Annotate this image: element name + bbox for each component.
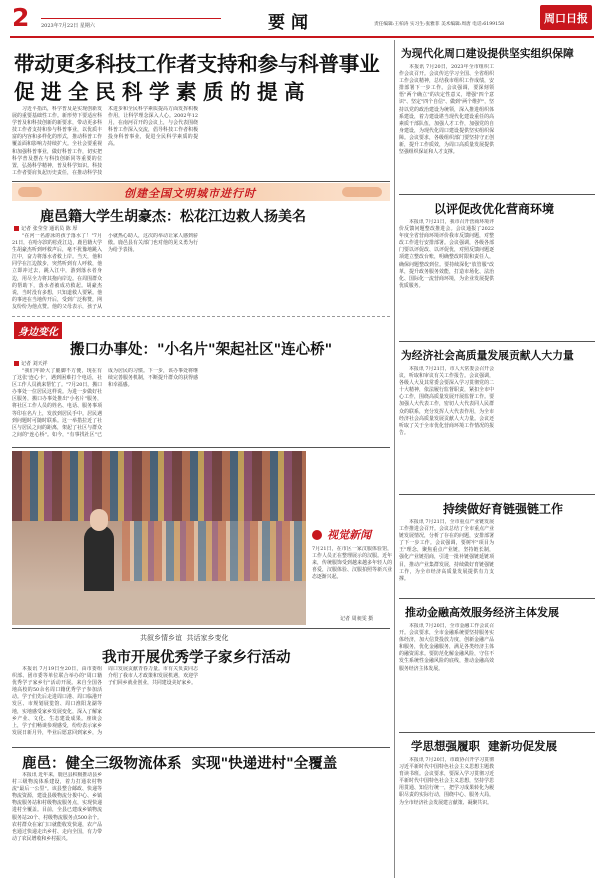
volunteer-bottom-rule	[12, 747, 390, 748]
right4-body	[399, 519, 595, 595]
lead-story-text: 习近平指出，科学普及是实现创新发展的重要基础性工作。新形势下要适应科学普及和科技创新的新要求，带动更多科技工作者支持和参与科普事业，以优质丰富的内容和多样化的形式，推动科普工作覆盖面和影响力持续扩大。全社会要重视和加强科普事业，做好科普工作，切实把科学普及摆在与科技创新同等重要的位置，弘扬科学精神，普及科学知识。科技工作者要肩负起历史责任，在推动科学技术进步和全民科学素质提高方面发挥积极作用，让科学理念深入人心。2002年12月，在南河召开的会议上，与会代表围绕科普工作深入交流，倡导科技工作者积极投身科普事业，促进全民科学素质的提高。	[12, 106, 198, 176]
hero-divider	[12, 316, 390, 317]
luyi-title: 鹿邑：健全三级物流体系 实现"快递进村"全覆盖	[22, 756, 338, 772]
visual-news-label: 视觉新闻	[312, 524, 388, 542]
right2-body	[399, 219, 595, 337]
volunteer-title: 我市开展优秀学子家乡行活动	[102, 650, 291, 666]
byline-icon	[14, 226, 19, 231]
column-divider	[394, 40, 395, 878]
visual-news-icon	[312, 530, 322, 540]
right6-text: 本报讯 7月20日，市政协召开学习贯彻习近平新时代中国特色社会主义思想主题教育读书班。会议要求，要深入学习贯彻习近平新时代中国特色社会主义思想，坚持学思用贯通、知信行统一，把学习成果转化为履职尽责的实际行动，围绕中心、服务大局，为全市经济社会发展建言献策、凝聚共识。	[399, 757, 494, 806]
staff-face	[90, 509, 108, 531]
visual-news-credit: 记者 周昶雯 摄	[340, 616, 374, 622]
right2-rule	[399, 341, 595, 342]
lead-title-2: 促进全民科学素质的提高	[14, 80, 311, 104]
visual-news-photo	[12, 451, 306, 625]
newspaper-logo: 周口日报	[540, 5, 592, 30]
hero-title: 鹿邑籍大学生胡豪杰：松花江边救人扬美名	[40, 209, 306, 225]
banner-deco-left	[18, 187, 42, 197]
right5-title: 推动金融高效服务经济主体发展	[405, 606, 559, 619]
lantern-row	[12, 451, 306, 521]
visual-bottom-rule	[12, 628, 390, 629]
masthead-rule	[10, 36, 594, 38]
hero-byline: 记者 张莹莹 通讯员 陈 厚	[14, 225, 77, 232]
masthead-editors: 责任编辑:王柏涛 实习生:张雅菲 美术编辑:周唐 电话:6199158	[374, 22, 505, 27]
hero-body	[12, 233, 390, 313]
section-name: 要闻	[268, 13, 314, 33]
visual-news-caption-box	[312, 546, 392, 612]
banner-deco-right	[342, 187, 382, 197]
wenming-banner-text: 创建全国文明城市进行时	[124, 187, 256, 200]
change-title: 搬口办事处："小名片"架起社区"连心桥"	[70, 342, 333, 358]
display-shelf	[122, 521, 306, 581]
right3-rule	[399, 494, 595, 495]
byline-icon	[14, 361, 19, 366]
right1-text: 本报讯 7月20日，2023年全市组织工作会议召开。会议传达学习全国、全省组织工作会议精神，总结我市组织工作成绩，安排部署下一步工作。会议强调，要深刻领悟"两个确立"的决定性意义，增强"四个意识"、坚定"四个自信"、做到"两个维护"，坚持以党的政治建设为统领，深入推进组织体系建设，着力建设堪当现代化建设重任的高素质干部队伍，加强人才工作，加强党的自身建设，为现代化周口建设提供坚实组织保障。会议要求，各级组织部门要坚持守正创新，提升工作质效，为周口高质量发展提供坚强组织保证和人才支撑。	[399, 64, 494, 156]
masthead-date: 2023年7月22日 星期六	[41, 23, 95, 29]
change-text: "我们年龄大了腿脚不方便，现在有了这张'连心卡'，遇到困难打个电话，社区工作人员就来帮忙了。"7月20日，搬口办事处一位居民这样说。为进一步做好社区服务，搬口办事处推出"小名片"服务，将社区工作人员的姓名、电话、服务事项等印在名片上，发放到居民手中。居民遇到问题时可随时联系。这一举措拉近了社区与居民之间的距离，架起了社区与群众之间的"连心桥"。如今，"有事找社区"已成为居民的习惯。下一步，该办事处将继续完善服务机制，不断提升群众的获得感和幸福感。	[12, 368, 198, 438]
hero-text: "在河一名游泳的孩子落水了！"7月21日，在哈尔滨的松花江边，鹿邑籍大学生胡豪杰听到呼救声后，毫不犹豫地跳入江中，奋力将落水者救上岸。当天，他和同学在江边散步，突然听到有人呼救，他立即冲过去，跳入江中，游到落水者身边，用尽全力将其拖向岸边。在周围群众的帮助下，落水者被成功救起。胡豪杰说，当时没有多想，只知道救人要紧。他的事迹在当地传开后，受到广泛称赞，网友纷纷为他点赞。他的父母表示，孩子从小就热心助人，这次的举动让家人感到骄傲。鹿邑县有关部门也对他的见义勇为行为给予表扬。	[12, 233, 198, 310]
right1-body	[399, 64, 595, 190]
lead-bottom-rule	[12, 181, 390, 182]
right6-title: 学思想强履职 建新功促发展	[411, 739, 558, 753]
volunteer-kicker: 共叙乡情乡谊 共话家乡变化	[140, 634, 229, 642]
luyi-text: 本报讯 近年来，鹿邑县积极推动县乡村三级物流体系建设，着力打通农村物流"最后一公里"。该县整合邮政、快递等物流资源，建设县级物流分拨中心、乡镇物流服务站和村级物流服务点，实现快递进村全覆盖。目前，全县已建成乡镇物流服务站20个、村级物流服务点500余个。农村群众在家门口就能收发快递，农产品也通过快递走出乡村、走向全国，有力带动了农民增收和乡村振兴。	[12, 772, 102, 842]
right4-text: 本报讯 7月21日，全市重点产业链发展工作推进会召开。会议总结了全市重点产业链发展情况，分析了存在的问题，安排部署了下一步工作。会议强调，要树牢"项目为王"理念，聚焦重点产业链，坚持链长制，强化产业链招商，引进一批补链强链延链项目，推动产业集群发展，持续做好育链强链工作，为全市经济高质量发展提供有力支撑。	[399, 519, 494, 582]
right2-text: 本报讯 7月21日，我市召开营商环境评价反馈问题整改推进会。会议通报了2022年度全省营商环境评价我市反馈问题，对整改工作进行安排部署。会议强调，各级各部门要以评促改、以评促优，对照反馈问题逐项建立整改台账，明确整改时限和责任人，确保问题整改到位。要持续深化"放管服"改革，提升政务服务效能，打造市场化、法治化、国际化一流营商环境，为企业发展提供优质服务。	[399, 219, 494, 289]
wenming-banner	[12, 183, 390, 201]
change-body	[12, 368, 390, 444]
volunteer-body	[12, 666, 390, 744]
right6-body	[399, 757, 595, 876]
right3-text: 本报讯 7月21日，市人大常委会召开会议，听取和审议有关工作报告。会议强调，各级人大及其常委会要深入学习贯彻党的二十大精神，依法履行监督职责，紧扣全市中心工作，围绕高质量发展开展监督工作。要加强人大代表工作，密切人大代表同人民群众的联系，充分发挥人大代表作用，为全市经济社会高质量发展贡献人大力量。会议还听取了关于全市优化营商环境工作情况的报告。	[399, 366, 494, 436]
luyi-body	[12, 772, 390, 876]
lead-story-body	[12, 106, 390, 180]
right3-title: 为经济社会高质量发展贡献人大力量	[401, 349, 574, 362]
volunteer-text: 本报讯 7月19日至20日，由市委组织部、团市委等单位联合举办的"周口籍优秀学子家乡行"活动开展。来自全国各地高校的50余名周口籍优秀学子参加活动。学子们先后走进周口港、周口临港开发区、市规划展览馆、周口淮阳龙湖等地，实地感受家乡发展变化，深入了解家乡产业、文化、生态建设成果。座谈会上，学子们畅谈参观感受，纷纷表示家乡发展日新月异，毕业后愿意回到家乡，为周口发展贡献青春力量。市有关负责同志介绍了我市人才政策和发展机遇，欢迎学子们回乡就业创业，共同建设美好家乡。	[12, 666, 198, 736]
right2-title: 以评促改优化营商环境	[434, 202, 555, 216]
change-bottom-rule	[12, 447, 390, 448]
right5-rule	[399, 732, 595, 733]
right1-rule	[399, 194, 595, 195]
page-number: 2	[12, 3, 30, 32]
masthead-rule-left	[41, 18, 221, 19]
masthead	[0, 0, 600, 36]
right4-rule	[399, 598, 595, 599]
right1-title: 为现代化周口建设提供坚实组织保障	[401, 47, 574, 60]
change-byline: 记者 刘天祥	[14, 360, 48, 367]
right5-body	[399, 623, 595, 729]
visual-news-caption: 7月21日，在市区一家汉服体验馆，工作人员正在整理展示的汉服。近年来，传统服饰受到越来越多年轻人的喜爱，汉服体验、汉服拍照等新兴业态逐渐兴起。	[312, 546, 392, 581]
right4-title: 持续做好育链强链工作	[443, 502, 564, 516]
lead-title-1: 带动更多科技工作者支持和参与科普事业	[14, 52, 380, 76]
floor	[12, 591, 306, 625]
right3-body	[399, 366, 595, 490]
change-tag: 身边变化	[14, 322, 62, 339]
right5-text: 本报讯 7月20日，全市金融工作会议召开。会议要求，全市金融系统要坚持服务实体经济，加大信贷投放力度，创新金融产品和服务，优化金融服务，满足各类经济主体的融资需求。要防范化解金融风险，守住不发生系统性金融风险的底线，推动金融高效服务经济主体发展。	[399, 623, 494, 672]
